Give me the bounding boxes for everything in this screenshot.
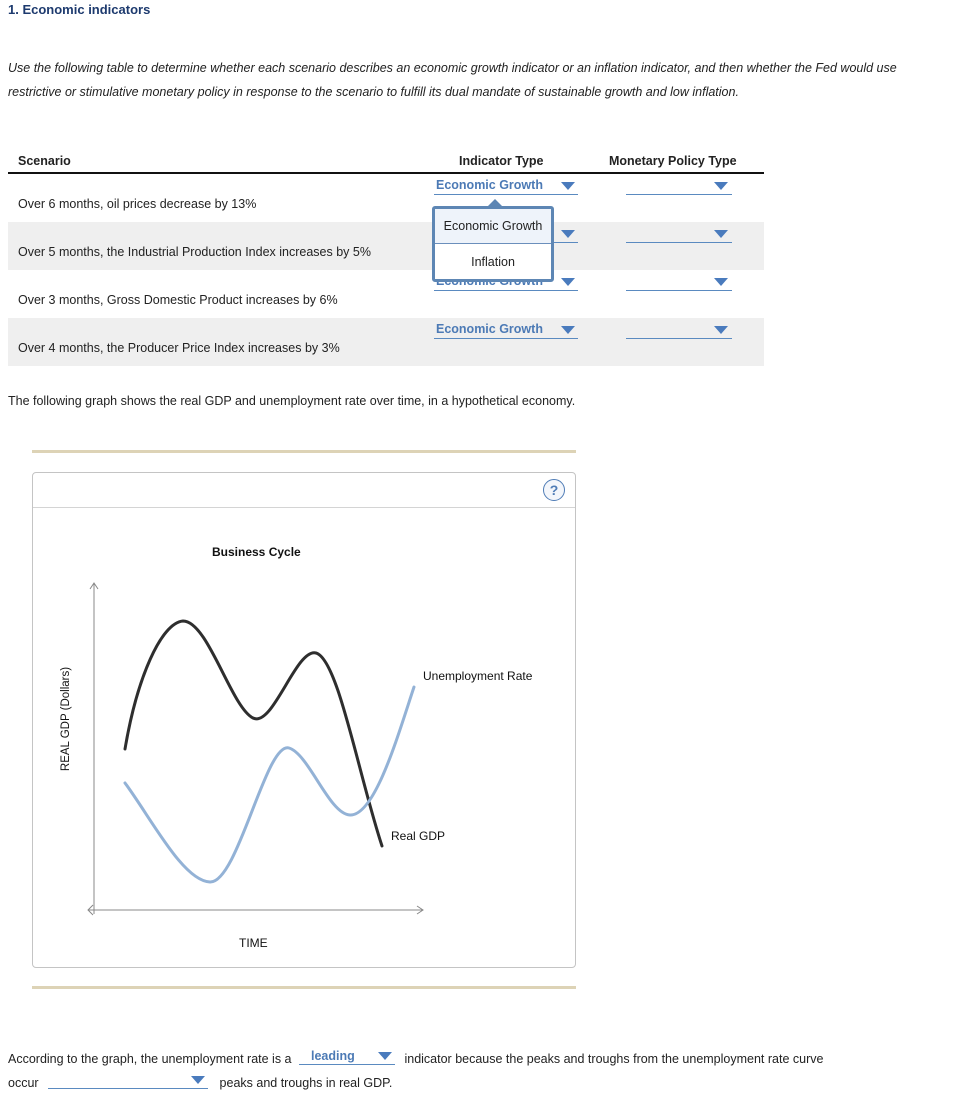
monetary-policy-dropdown[interactable] — [626, 178, 732, 195]
monetary-policy-dropdown[interactable] — [626, 226, 732, 243]
dropdown-arrow-icon — [561, 326, 575, 334]
graph-description: The following graph shows the real GDP and unemployment rate over time, in a hypothetical economy. — [8, 394, 576, 408]
timing-relation-dropdown[interactable] — [48, 1072, 208, 1089]
dropdown-value: Economic Growth — [436, 178, 543, 192]
monetary-policy-dropdown[interactable] — [626, 322, 732, 339]
dropdown-arrow-icon — [714, 230, 728, 238]
help-icon[interactable]: ? — [543, 479, 565, 501]
business-cycle-plot — [33, 473, 574, 966]
table-row — [8, 318, 764, 366]
question-part-3: occur — [8, 1076, 39, 1090]
dropdown-arrow-icon — [191, 1076, 205, 1084]
question-line-2 — [8, 1070, 392, 1095]
dropdown-value: Economic Growth — [436, 322, 543, 336]
popup-pointer — [487, 199, 503, 207]
dropdown-arrow-icon — [561, 278, 575, 286]
question-part-4: peaks and troughs in real GDP. — [219, 1076, 393, 1090]
header-monetary-policy-type: Monetary Policy Type — [609, 154, 737, 168]
dropdown-arrow-icon — [378, 1052, 392, 1060]
scenario-text: Over 6 months, oil prices decrease by 13% — [18, 197, 257, 211]
scenario-text: Over 3 months, Gross Domestic Product increases by 6% — [18, 293, 338, 307]
scenario-text: Over 5 months, the Industrial Production Index increases by 5% — [18, 245, 371, 259]
scenario-text: Over 4 months, the Producer Price Index increases by 3% — [18, 341, 340, 355]
indicator-type-dropdown[interactable] — [434, 322, 578, 339]
header-indicator-type: Indicator Type — [459, 154, 544, 168]
table-row — [8, 174, 764, 222]
question-part-1: According to the graph, the unemployment rate is a — [8, 1052, 292, 1066]
dropdown-value: leading — [310, 1049, 355, 1063]
graph-panel — [32, 472, 576, 968]
table-row — [8, 270, 764, 318]
graph-title: Business Cycle — [212, 545, 301, 559]
dropdown-arrow-icon — [714, 182, 728, 190]
divider-top — [32, 450, 576, 453]
unemployment-rate-curve — [125, 687, 414, 882]
instructions: Use the following table to determine whether each scenario describes an economic growth indicator or an inflation indicator, and then whether the Fed would use restrictive or stimulative monetary policy in response to the scenario to fulfill its dual mandate of sustainable growth and low inflation. — [8, 61, 897, 99]
question-part-2: indicator because the peaks and troughs from the unemployment rate curve — [404, 1052, 824, 1066]
real-gdp-label: Real GDP — [391, 829, 446, 843]
table-header — [8, 150, 764, 174]
x-axis-label: TIME — [239, 936, 268, 950]
scenario-table — [8, 150, 764, 366]
question-text — [8, 1046, 938, 1090]
option-economic-growth[interactable]: Economic Growth — [435, 209, 551, 244]
divider-bottom — [32, 986, 576, 989]
dropdown-arrow-icon — [714, 326, 728, 334]
dropdown-arrow-icon — [561, 230, 575, 238]
y-axis-label: REAL GDP (Dollars) — [60, 666, 72, 772]
table-row — [8, 222, 764, 270]
option-inflation[interactable]: Inflation — [471, 255, 515, 269]
dropdown-arrow-icon — [561, 182, 575, 190]
unemployment-rate-label: Unemployment Rate — [423, 669, 533, 683]
indicator-type-dropdown[interactable] — [434, 178, 578, 195]
monetary-policy-dropdown[interactable] — [626, 274, 732, 291]
indicator-timing-dropdown[interactable] — [299, 1048, 395, 1065]
page-title: 1. Economic indicators — [8, 2, 151, 17]
dropdown-arrow-icon — [714, 278, 728, 286]
indicator-options-popup — [432, 206, 554, 282]
header-scenario: Scenario — [18, 154, 71, 168]
